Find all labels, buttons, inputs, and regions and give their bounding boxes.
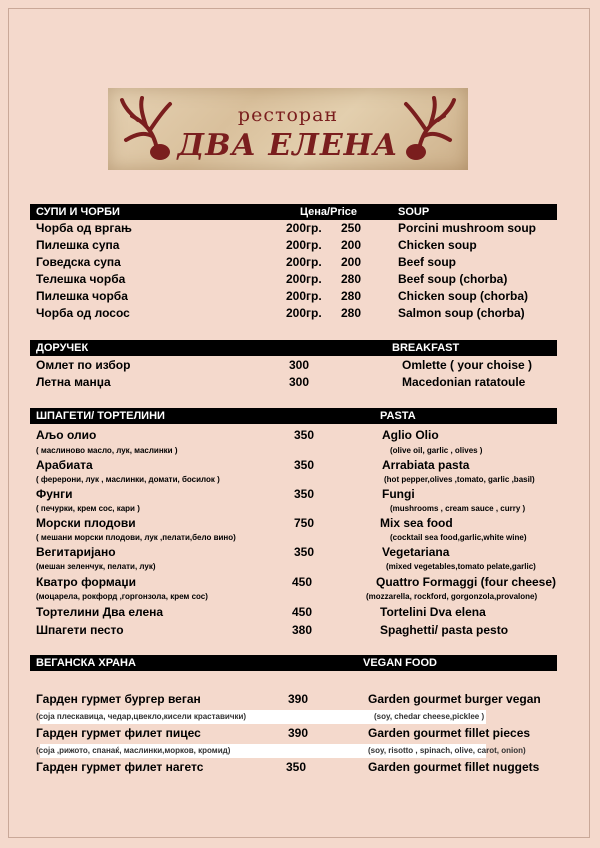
header-left: ВЕГАНСКА ХРАНА: [36, 657, 136, 669]
header-left: СУПИ И ЧОРБИ: [36, 206, 120, 218]
section-header-soups: [30, 204, 557, 220]
section-header-breakfast: [30, 340, 557, 356]
menu-item: Кватро формаџи 450 Quattro Formaggi (four cheese): [36, 575, 557, 589]
menu-item-ingredients: ( печурки, крем сос, кари ) (mushrooms , cream sauce , curry ): [36, 504, 526, 513]
menu-item: Арабиата 350 Arrabiata pasta: [36, 458, 470, 472]
menu-item-ingredients: ( маслиново масло, лук, маслинки ) (olive oil, garlic , olives ): [36, 446, 483, 455]
header-right: SOUP: [398, 206, 430, 218]
header-right: PASTA: [380, 410, 416, 422]
menu-item: Шпагети песто 380 Spaghetti/ pasta pesto: [36, 623, 509, 637]
header-right: VEGAN FOOD: [363, 657, 437, 669]
menu-item-ingredients: ( мешани морски плодови, лук ,пелати,бело вино) (cocktail sea food,garlic,white wine): [36, 533, 527, 542]
section-header-pasta: [30, 408, 557, 424]
menu-item-ingredients: ( ферерони, лук , маслинки, домати, босилок ) (hot pepper,olives ,tomato, garlic ,basil): [36, 475, 535, 484]
header-left: ДОРУЧЕК: [36, 342, 89, 354]
logo-name: ДВА ЕЛЕНА: [177, 128, 399, 163]
menu-item-ingredients: (мешан зеленчук, пелати, лук) (mixed vegetables,tomato pelate,garlic): [36, 562, 536, 571]
menu-item: Вегитаријано 350 Vegetariana: [36, 545, 450, 559]
menu-item: Пилешка чорба 200гр. 280 Chicken soup (chorba): [36, 289, 529, 303]
menu-item: Пилешка супа 200гр. 200 Chicken soup: [36, 238, 477, 252]
logo-subtitle: ресторан: [237, 104, 339, 126]
menu-item-ingredients: (соја ,рижото, спанаќ, маслинки,морков, кромид) (soy, risotto , spinach, olive, carot, onion): [36, 746, 526, 755]
menu-item: Чорба од лосос 200гр. 280 Salmon soup (chorba): [36, 306, 525, 320]
menu-item: Телешка чорба 200гр. 280 Beef soup (chorba): [36, 272, 508, 286]
restaurant-logo: [108, 88, 468, 170]
header-left: ШПАГЕТИ/ ТОРТЕЛИНИ: [36, 410, 165, 422]
menu-item: Летна манџа 300 Macedonian ratatoule: [36, 375, 526, 389]
menu-item: Гарден гурмет филет пицес 390 Garden gourmet fillet pieces: [36, 726, 531, 740]
menu-item: Аљо олио 350 Aglio Olio: [36, 428, 439, 442]
menu-item-ingredients: (моцарела, рокфорд ,горгонзола, крем сос) (mozzarella, rockford, gorgonzola,provalone): [36, 592, 538, 601]
section-header-vegan: [30, 655, 557, 671]
menu-item: Говедска супа 200гр. 200 Beef soup: [36, 255, 457, 269]
menu-item: Тортелини Два елена 450 Tortelini Dva elena: [36, 605, 486, 619]
menu-item-ingredients: (соја плескавица, чедар,цвекло,кисели краставички) (soy, chedar cheese,picklee ): [36, 712, 485, 721]
menu-item: Фунги 350 Fungi: [36, 487, 415, 501]
menu-item: Омлет по избор 300 Omlette ( your choise ): [36, 358, 533, 372]
header-right: BREAKFAST: [392, 342, 460, 354]
menu-item: Гарден гурмет филет нагетс 350 Garden gourmet fillet nuggets: [36, 760, 540, 774]
menu-item: Гарден гурмет бургер веган 390 Garden gourmet burger vegan: [36, 692, 541, 706]
menu-item: Чорба од вргањ 200гр. 250 Porcini mushroom soup: [36, 221, 537, 235]
header-price: Цена/Price: [300, 206, 358, 218]
menu-item: Морски плодови 750 Mix sea food: [36, 516, 453, 530]
